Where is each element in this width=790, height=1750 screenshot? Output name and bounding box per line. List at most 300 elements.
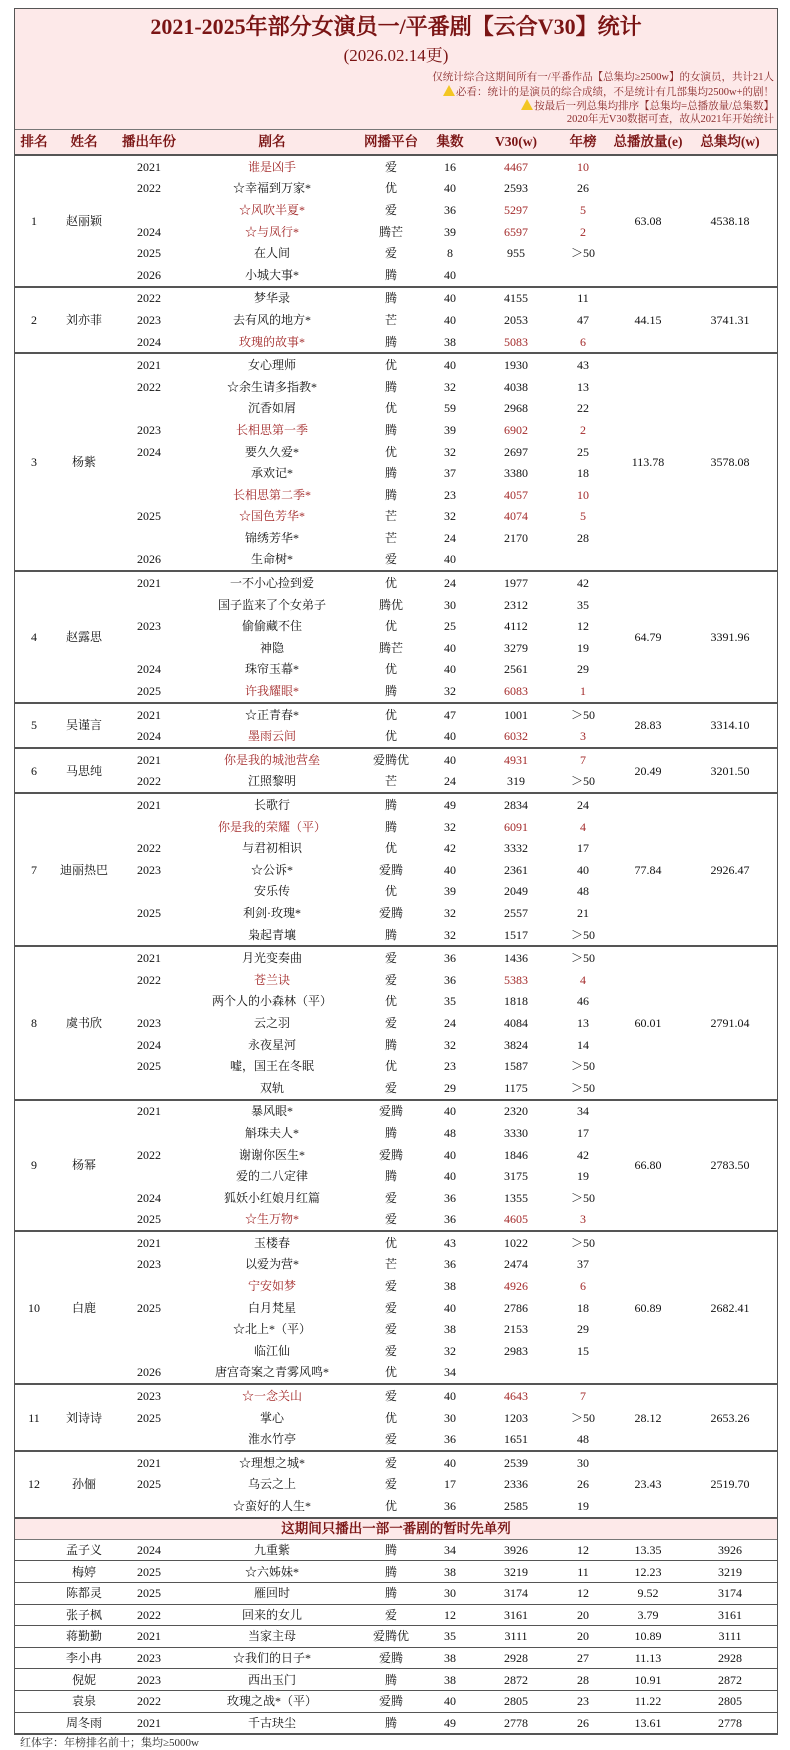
year: 2022: [115, 1690, 183, 1712]
v30: 3219: [479, 1561, 553, 1583]
platform: 爱: [384, 1455, 397, 1470]
v30: 2786: [504, 1300, 528, 1315]
drama-title: 狐妖小红娘月红篇: [223, 1190, 320, 1205]
v30: 1587: [504, 1059, 528, 1074]
year: 2023: [115, 1647, 183, 1669]
platform: 爱: [384, 1190, 397, 1205]
episodes: 49: [444, 798, 456, 813]
table-row: [15, 155, 777, 178]
actress-name: 迪丽热巴: [53, 793, 115, 946]
year-rank: 29: [577, 1322, 589, 1337]
episodes: 40: [421, 264, 479, 287]
episodes: 30: [444, 597, 456, 612]
column-header-v30: V30(w): [479, 130, 553, 155]
episodes: 32: [444, 905, 456, 920]
actress-name: 杨幂: [53, 1100, 115, 1232]
year-rank: ＞50: [570, 246, 595, 261]
drama-title: 生命树*: [183, 549, 361, 572]
episodes: 32: [444, 379, 456, 394]
actress-name: 白鹿: [53, 1231, 115, 1384]
year-rank: 18: [577, 1300, 589, 1315]
column-header-avg-views: 总集均(w): [683, 130, 777, 155]
v30: 6091: [504, 819, 528, 834]
note-scope: [432, 71, 774, 84]
platform: 优: [384, 1410, 397, 1425]
episodes: 32: [444, 1037, 456, 1052]
year: 2022: [137, 291, 161, 306]
episodes: 8: [447, 246, 453, 261]
drama-title: 一不小心捡到爱: [229, 576, 314, 591]
avg-views: 3219: [683, 1561, 777, 1583]
drama-title: 宁安如梦: [247, 1279, 296, 1294]
episodes: 40: [444, 1169, 456, 1184]
drama-title: 许我耀眼*: [183, 680, 361, 703]
episodes: 34: [421, 1362, 479, 1385]
actress-rank: 6: [15, 748, 53, 793]
year: 2025: [137, 246, 161, 261]
year: 2024: [137, 444, 161, 459]
year-rank: 26: [577, 1477, 589, 1492]
column-header-row: [15, 130, 777, 155]
year: [115, 1495, 183, 1518]
total-views: 66.80: [613, 1100, 683, 1232]
platform: 爱腾优: [372, 752, 409, 767]
drama-title: 锦绣芳华*: [244, 530, 299, 545]
year-rank: ＞50: [570, 1235, 595, 1250]
drama-title: 爱的二八定律: [235, 1169, 308, 1184]
actress-name: 孟子义: [53, 1539, 115, 1561]
year: [115, 199, 183, 221]
episodes: 39: [444, 224, 456, 239]
actress-rank: 4: [15, 571, 53, 703]
episodes: 40: [421, 1690, 479, 1712]
year: 2024: [137, 1037, 161, 1052]
year-rank: 19: [577, 640, 589, 655]
year-rank: 12: [553, 1583, 613, 1605]
platform: 爱: [384, 1389, 397, 1404]
episodes: 24: [444, 1015, 456, 1030]
episodes: 34: [421, 1539, 479, 1561]
year-rank: 30: [577, 1455, 589, 1470]
year: 2022: [137, 1147, 161, 1162]
year: 2023: [137, 1015, 161, 1030]
drama-title: 谢谢你医生*: [238, 1147, 305, 1162]
year: 2025: [115, 1583, 183, 1605]
platform: 优: [384, 1059, 397, 1074]
episodes: 48: [444, 1125, 456, 1140]
episodes: 40: [444, 1455, 456, 1470]
page-title: 2021-2025年部分女演员一/平番剧【云合V30】统计: [150, 14, 642, 39]
v30: 1001: [504, 707, 528, 722]
drama-title: ☆正青春*: [244, 707, 299, 722]
episodes: 37: [444, 466, 456, 481]
total-views: 60.01: [613, 946, 683, 1099]
year-rank: ＞50: [570, 1190, 595, 1205]
platform: 优: [384, 841, 397, 856]
year: [115, 484, 183, 506]
v30: 955: [507, 246, 525, 261]
table-row: [15, 287, 777, 310]
drama-title: 苍兰诀: [253, 972, 290, 987]
year-rank: 4: [580, 972, 586, 987]
episodes: 36: [421, 1495, 479, 1518]
total-views: 10.91: [613, 1669, 683, 1691]
update-date: (2026.02.14更): [343, 46, 449, 65]
table-row: [15, 1231, 777, 1254]
platform: 爱腾: [361, 1647, 421, 1669]
rank-empty: [15, 1690, 53, 1712]
section-title: 这期间只播出一部一番剧的暂时先单列: [15, 1518, 777, 1540]
year-rank: 15: [577, 1343, 589, 1358]
total-views: 9.52: [613, 1583, 683, 1605]
rank-empty: [15, 1712, 53, 1734]
table-row: [15, 1669, 777, 1691]
drama-title: 乌云之上: [247, 1477, 296, 1492]
column-header-drama: 剧名: [183, 130, 361, 155]
actress-rank: 8: [15, 946, 53, 1099]
episodes: 36: [444, 202, 456, 217]
v30: 2053: [504, 312, 528, 327]
column-header-rank: 排名: [15, 130, 53, 155]
avg-views: 2519.70: [683, 1451, 777, 1518]
year-rank: 11: [553, 1561, 613, 1583]
episodes: 40: [444, 1104, 456, 1119]
year-rank: 5: [580, 202, 586, 217]
avg-views: 2783.50: [683, 1100, 777, 1232]
drama-title: 墨雨云间: [183, 725, 361, 748]
episodes: 24: [444, 576, 456, 591]
platform: 芒: [384, 1257, 397, 1272]
drama-title: 两个人的小森林（平）: [211, 994, 332, 1009]
year: [115, 1275, 183, 1297]
total-views: 23.43: [613, 1451, 683, 1518]
year: [115, 398, 183, 420]
episodes: 40: [444, 1147, 456, 1162]
drama-title: 月光变奏曲: [241, 951, 302, 966]
table-row: [15, 1539, 777, 1561]
actress-rank: 7: [15, 793, 53, 946]
single-section-header: [15, 1518, 777, 1540]
actress-rank: 5: [15, 703, 53, 748]
year: 2026: [115, 264, 183, 287]
drama-title: ☆国色芳华*: [238, 509, 305, 524]
episodes: 49: [421, 1712, 479, 1734]
year-rank: 11: [577, 291, 589, 306]
ranking-table: [15, 130, 777, 1734]
year-rank: 48: [553, 1428, 613, 1451]
platform: 腾: [361, 1561, 421, 1583]
drama-title: 嘘，国王在冬眠: [229, 1059, 314, 1074]
drama-title: ☆与凤行*: [244, 224, 299, 239]
year: 2022: [137, 181, 161, 196]
v30: 4931: [504, 752, 528, 767]
drama-title: 沉香如屑: [247, 401, 296, 416]
platform: 腾: [361, 924, 421, 947]
drama-title: 以爱为营*: [244, 1257, 299, 1272]
platform: 腾: [384, 819, 397, 834]
year: 2025: [137, 905, 161, 920]
drama-title: 承欢记*: [250, 466, 293, 481]
platform: 爱: [384, 1322, 397, 1337]
actress-name: 张子枫: [53, 1604, 115, 1626]
total-views: 13.35: [613, 1539, 683, 1561]
platform: 爱腾优: [361, 1626, 421, 1648]
drama-title: 掌心: [259, 1410, 284, 1425]
episodes: 47: [444, 707, 456, 722]
sheet-header: [15, 9, 777, 130]
episodes: 40: [444, 662, 456, 677]
note-text: 必看：统计的是演员的综合成绩，不是统计有几部集均2500w+的剧！: [455, 87, 774, 98]
drama-title: 国子监来了个女弟子: [217, 597, 326, 612]
v30: 2361: [504, 862, 528, 877]
actress-name: 刘诗诗: [53, 1384, 115, 1451]
v30: 1517: [479, 924, 553, 947]
episodes: 36: [421, 1428, 479, 1451]
actress-name: 倪妮: [53, 1669, 115, 1691]
platform: 爱: [384, 246, 397, 261]
avg-views: 3111: [683, 1626, 777, 1648]
v30: [479, 1362, 553, 1385]
drama-title: ☆生万物*: [183, 1209, 361, 1232]
v30: 2968: [504, 401, 528, 416]
year: [115, 991, 183, 1013]
drama-title: 云之羽: [253, 1015, 290, 1030]
episodes: 42: [444, 841, 456, 856]
v30: 3279: [504, 640, 528, 655]
year-rank: 21: [577, 905, 589, 920]
v30: 4084: [504, 1015, 528, 1030]
actress-rank: 12: [15, 1451, 53, 1518]
year: [115, 881, 183, 903]
actress-name: 虞书欣: [53, 946, 115, 1099]
drama-title: 与君初相识: [241, 841, 302, 856]
actress-name: 赵丽颖: [53, 155, 115, 287]
v30: 3111: [479, 1626, 553, 1648]
year: [115, 594, 183, 616]
drama-title: 九重紫: [183, 1539, 361, 1561]
year: [115, 1318, 183, 1340]
platform: 腾: [384, 291, 397, 306]
v30: 2872: [479, 1669, 553, 1691]
year: [115, 1428, 183, 1451]
avg-views: 3391.96: [683, 571, 777, 703]
v30: 4112: [504, 619, 528, 634]
platform: 爱腾: [361, 1690, 421, 1712]
drama-title: ☆六姊妹*: [183, 1561, 361, 1583]
year: 2025: [115, 680, 183, 703]
year: 2023: [137, 422, 161, 437]
total-views: 10.89: [613, 1626, 683, 1648]
year: 2023: [137, 619, 161, 634]
actress-name: 蒋勤勤: [53, 1626, 115, 1648]
drama-title: 小城大事*: [183, 264, 361, 287]
year: 2022: [137, 841, 161, 856]
year-rank: ＞50: [553, 924, 613, 947]
drama-title: 西出玉门: [183, 1669, 361, 1691]
v30: 1436: [504, 951, 528, 966]
drama-title: 你是我的城池营垒: [223, 752, 320, 767]
year-rank: 20: [553, 1604, 613, 1626]
total-views: 13.61: [613, 1712, 683, 1734]
v30: 2312: [504, 597, 528, 612]
year-rank: 12: [553, 1539, 613, 1561]
year: 2025: [115, 1561, 183, 1583]
episodes: 25: [444, 619, 456, 634]
rank-empty: [15, 1539, 53, 1561]
v30: 5083: [479, 331, 553, 354]
year-rank: 7: [580, 752, 586, 767]
year: 2026: [115, 549, 183, 572]
table-row: [15, 1561, 777, 1583]
v30: 2593: [504, 181, 528, 196]
table-row: [15, 571, 777, 594]
year-rank: 17: [577, 841, 589, 856]
year-rank: [553, 549, 613, 572]
drama-title: 白月梵星: [247, 1300, 296, 1315]
year-rank: 40: [577, 862, 589, 877]
year: 2021: [137, 159, 161, 174]
platform: 优: [384, 994, 397, 1009]
drama-title: 雁回时: [183, 1583, 361, 1605]
year: 2025: [137, 1300, 161, 1315]
year-rank: 7: [580, 1389, 586, 1404]
year-rank: 34: [577, 1104, 589, 1119]
column-header-episodes: 集数: [421, 130, 479, 155]
platform: 腾: [384, 379, 397, 394]
drama-title: 斛珠夫人*: [244, 1125, 299, 1140]
v30: 5383: [504, 972, 528, 987]
platform: 腾芒: [378, 640, 403, 655]
year: 2023: [115, 1669, 183, 1691]
year: [115, 637, 183, 659]
v30: 6083: [479, 680, 553, 703]
year: [115, 1077, 183, 1100]
year: [115, 1122, 183, 1144]
year-rank: 5: [580, 509, 586, 524]
year-rank: 6: [553, 331, 613, 354]
v30: 3174: [479, 1583, 553, 1605]
platform: 爱: [384, 202, 397, 217]
platform: 爱: [361, 1604, 421, 1626]
platform: 芒: [361, 771, 421, 794]
column-header-year: 播出年份: [115, 130, 183, 155]
actress-name: 袁泉: [53, 1690, 115, 1712]
v30: 2049: [504, 884, 528, 899]
year: 2024: [115, 725, 183, 748]
table-row: [15, 1604, 777, 1626]
v30: [479, 264, 553, 287]
v30: 1203: [504, 1410, 528, 1425]
platform: 爱: [384, 972, 397, 987]
platform: 爱: [361, 1209, 421, 1232]
v30: 3332: [504, 841, 528, 856]
drama-title: 暴风眼*: [250, 1104, 293, 1119]
platform: 优: [384, 707, 397, 722]
platform: 优: [361, 725, 421, 748]
year-rank: 23: [553, 1690, 613, 1712]
v30: 2834: [504, 798, 528, 813]
platform: 爱: [384, 1343, 397, 1358]
avg-views: 2928: [683, 1647, 777, 1669]
avg-views: 2926.47: [683, 793, 777, 946]
v30: 2170: [504, 530, 528, 545]
year: 2024: [137, 224, 161, 239]
platform: 优: [361, 1495, 421, 1518]
v30: 2805: [479, 1690, 553, 1712]
episodes: 40: [444, 358, 456, 373]
v30: 2320: [504, 1104, 528, 1119]
avg-views: 2805: [683, 1690, 777, 1712]
episodes: 32: [444, 1343, 456, 1358]
platform: 腾: [384, 466, 397, 481]
actress-name: 刘亦菲: [53, 287, 115, 354]
episodes: 38: [421, 1669, 479, 1691]
v30: 6902: [504, 422, 528, 437]
note-sort: [521, 99, 774, 112]
avg-views: 2791.04: [683, 946, 777, 1099]
drama-title: ☆北上*（平）: [232, 1322, 311, 1337]
table-body: [15, 155, 777, 1734]
v30: 1175: [479, 1077, 553, 1100]
actress-rank: 10: [15, 1231, 53, 1384]
episodes: 23: [444, 487, 456, 502]
year: [115, 924, 183, 947]
drama-title: 玫瑰之战*（平）: [183, 1690, 361, 1712]
drama-title: 千古玦尘: [183, 1712, 361, 1734]
avg-views: 2653.26: [683, 1384, 777, 1451]
total-views: 60.89: [613, 1231, 683, 1384]
platform: 优: [384, 181, 397, 196]
episodes: 12: [421, 1604, 479, 1626]
year: 2022: [137, 972, 161, 987]
year-rank: 47: [577, 312, 589, 327]
year: 2024: [137, 662, 161, 677]
platform: 爱: [361, 549, 421, 572]
drama-title: 梦华录: [253, 291, 290, 306]
warning-icon: [521, 99, 533, 110]
year: 2021: [137, 1235, 161, 1250]
drama-title: 神隐: [259, 640, 284, 655]
v30: 6032: [479, 725, 553, 748]
year-rank: 13: [577, 379, 589, 394]
episodes: 24: [421, 771, 479, 794]
platform: 爱: [384, 1477, 397, 1492]
year-rank: 28: [577, 530, 589, 545]
v30: 1022: [504, 1235, 528, 1250]
year-rank: 24: [577, 798, 589, 813]
note-text: 按最后一列总集均排序【总集均=总播放量/总集数】: [534, 101, 774, 112]
platform: 爱: [361, 1077, 421, 1100]
v30: 5297: [504, 202, 528, 217]
avg-views: 3201.50: [683, 748, 777, 793]
table-row: [15, 748, 777, 771]
platform: 腾: [361, 1712, 421, 1734]
total-views: 28.12: [613, 1384, 683, 1451]
year-rank: 14: [577, 1037, 589, 1052]
v30: 3161: [479, 1604, 553, 1626]
total-views: 3.79: [613, 1604, 683, 1626]
drama-title: 长相思第一季: [235, 422, 308, 437]
year: 2021: [137, 576, 161, 591]
year: 2025: [137, 509, 161, 524]
year-rank: 19: [553, 1495, 613, 1518]
platform: 芒: [384, 509, 397, 524]
year: 2024: [137, 1190, 161, 1205]
table-row: [15, 1712, 777, 1734]
v30: 2928: [479, 1647, 553, 1669]
column-header-platform: 网播平台: [361, 130, 421, 155]
avg-views: 2778: [683, 1712, 777, 1734]
